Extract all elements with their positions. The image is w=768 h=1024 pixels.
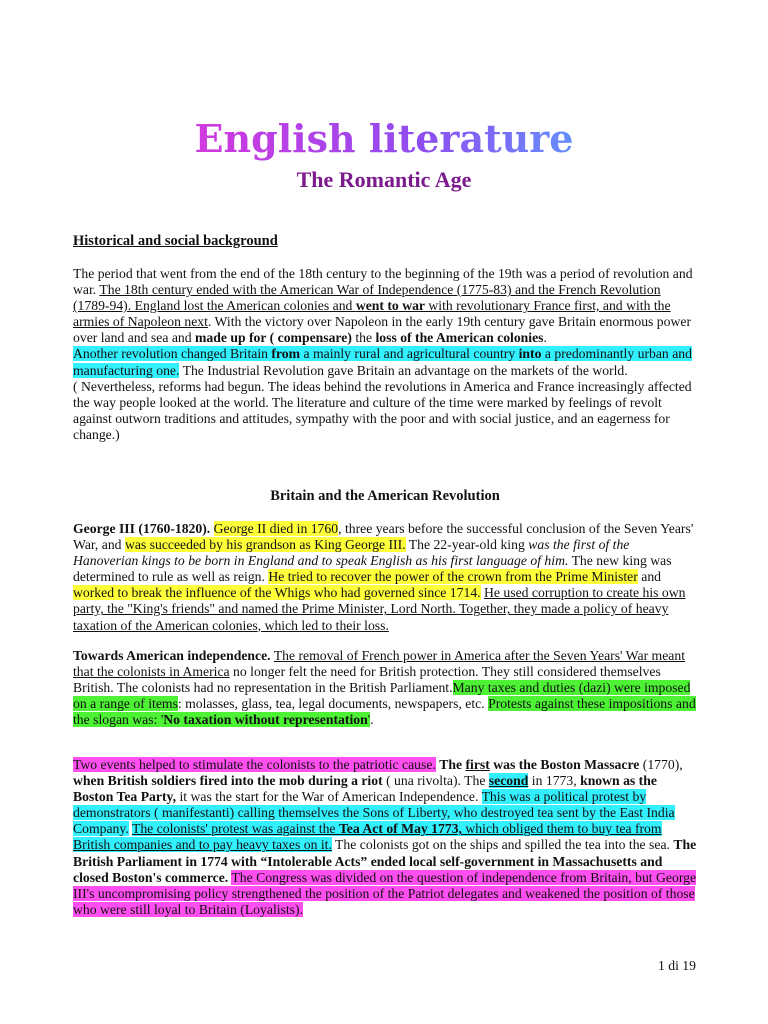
text-run: . — [370, 712, 374, 728]
text-run: Tea Act of May 1773, — [338, 821, 462, 837]
text-run: was the Boston Massacre — [489, 757, 640, 772]
text-run: (1770), — [639, 757, 683, 772]
text-run: The colonists' protest was against the — [131, 821, 339, 837]
text-run: This was a political protest by demonstrators ( manifestanti) calling themselves the Sons of Liberty, who destroyed tea sent by the East India Company. — [73, 789, 675, 837]
text-run: Another revolution changed Britain — [73, 346, 272, 362]
text-run: ( Nevertheless, reforms had begun. The ideas behind the revolutions in America and France increasingly affected the way people looked at the world. The literature and culture of the time were marked by feelings of revolt against outworn traditions and attitudes, sympathy with the poor and with social justice, and an eagerness for change.) — [73, 378, 692, 442]
text-run: The British Parliament in 1774 with “Intolerable Acts” ended local self-government in Massachusetts and closed Boston's commerce. — [73, 837, 697, 885]
text-run: and — [637, 569, 662, 585]
paragraph-historical-1 — [73, 266, 697, 443]
text-run: in 1773, — [528, 773, 581, 789]
text-run: when British soldiers fired into the mob during a riot — [73, 773, 383, 789]
text-run: known as the Boston Tea Party, — [73, 773, 657, 805]
text-run: ( una rivolta). The — [382, 773, 489, 789]
text-run: The Congress was divided on the question of independence from Britain, but George III's uncompromising policy strengthened the position of the Patriot delegates and weakened the position of those who were still loyal to Britain (Loyalists). — [73, 869, 697, 917]
text-run: He used corruption to create his own party, the "King's friends" and named the Prime Minister, Lord North. Together, they made a policy of heavy taxation of the American colonies, which led to their loss. — [73, 585, 686, 633]
text-run: George III (1760-1820). — [73, 521, 211, 536]
paragraph-george-iii — [73, 521, 697, 634]
text-run: . — [543, 330, 547, 346]
text-run: Two events helped to stimulate the colonists to the patriotic cause. — [73, 757, 436, 772]
text-run: The 18th century ended with the American War of Independence (1775-83) and the French Revolution (1789-94). England lost the American colonies and — [73, 282, 661, 314]
document-title: English literature — [0, 112, 768, 166]
text-run: The period that went from the end of the 18th century to the beginning of the 19th was a period of revolution and war. — [73, 266, 693, 298]
text-run: . With the victory over Napoleon in the early 19th century gave Britain enormous power over land and sea and — [73, 314, 692, 346]
document-subtitle: The Romantic Age — [296, 167, 472, 192]
text-run: He tried to recover the power of the crown from the Prime Minister — [268, 569, 638, 585]
text-run: The new king was determined to rule as well as reign. — [73, 553, 672, 585]
text-run: ' — [367, 712, 371, 728]
text-run: The removal of French power in America after the Seven Years' War meant that the colonists in America — [73, 648, 685, 680]
text-run: The colonists got on the ships and spilled the tea into the sea. — [331, 837, 674, 853]
text-run: , three years before the successful conclusion of the Seven Years' War, and — [73, 521, 694, 553]
text-run: The — [439, 757, 466, 772]
text-run: a mainly rural and agricultural country — [300, 346, 519, 362]
text-run: No taxation without representation — [163, 712, 368, 728]
section-heading-american-revolution: Britain and the American Revolution — [270, 488, 500, 504]
paragraph-two-events — [73, 757, 697, 918]
text-run: second — [488, 773, 529, 789]
text-run: was succeeded by his grandson as King George III. — [124, 537, 406, 553]
text-run: from — [271, 346, 301, 362]
text-run: was the first of the Hanoverian kings to be born in England and to speak English as his first language of him. — [73, 537, 630, 569]
text-run: it was the start for the War of American Independence. — [176, 789, 482, 805]
text-run: : molasses, glass, tea, legal documents, newspapers, etc. — [177, 696, 489, 712]
text-run: The 22-year-old king — [405, 537, 529, 553]
text-run: no longer felt the need for British protection. They still considered themselves British. The colonists had no representation in the British Parliament. — [73, 664, 661, 696]
text-run: a predominantly urban and manufacturing one. — [73, 346, 692, 378]
text-run: made up for ( compensare) — [195, 330, 352, 346]
text-run: George II died in 1760 — [213, 521, 339, 536]
text-run: with revolutionary France first, and with the armies of Napoleon next — [73, 298, 671, 330]
text-run: Protests against these impositions and the slogan was: ' — [73, 696, 696, 728]
text-run: the — [351, 330, 376, 346]
text-run: first — [465, 757, 490, 772]
text-run: into — [518, 346, 542, 362]
text-run: loss of the American colonies — [375, 330, 544, 346]
text-run: which obliged them to buy tea from British companies and to pay heavy taxes on it. — [73, 821, 662, 853]
text-run: The Industrial Revolution gave Britain an advantage on the markets of the world. — [179, 362, 628, 378]
text-run: worked to break the influence of the Whigs who had governed since 1714. — [73, 585, 481, 601]
paragraph-towards-independence — [73, 648, 697, 728]
text-run: Towards American independence. — [73, 648, 271, 663]
text-run: went to war — [355, 298, 425, 314]
section-heading-historical: Historical and social background — [73, 233, 278, 249]
page-number: 1 di 19 — [657, 958, 696, 973]
text-run: Many taxes and duties (dazi) were imposed on a range of items — [73, 680, 691, 712]
